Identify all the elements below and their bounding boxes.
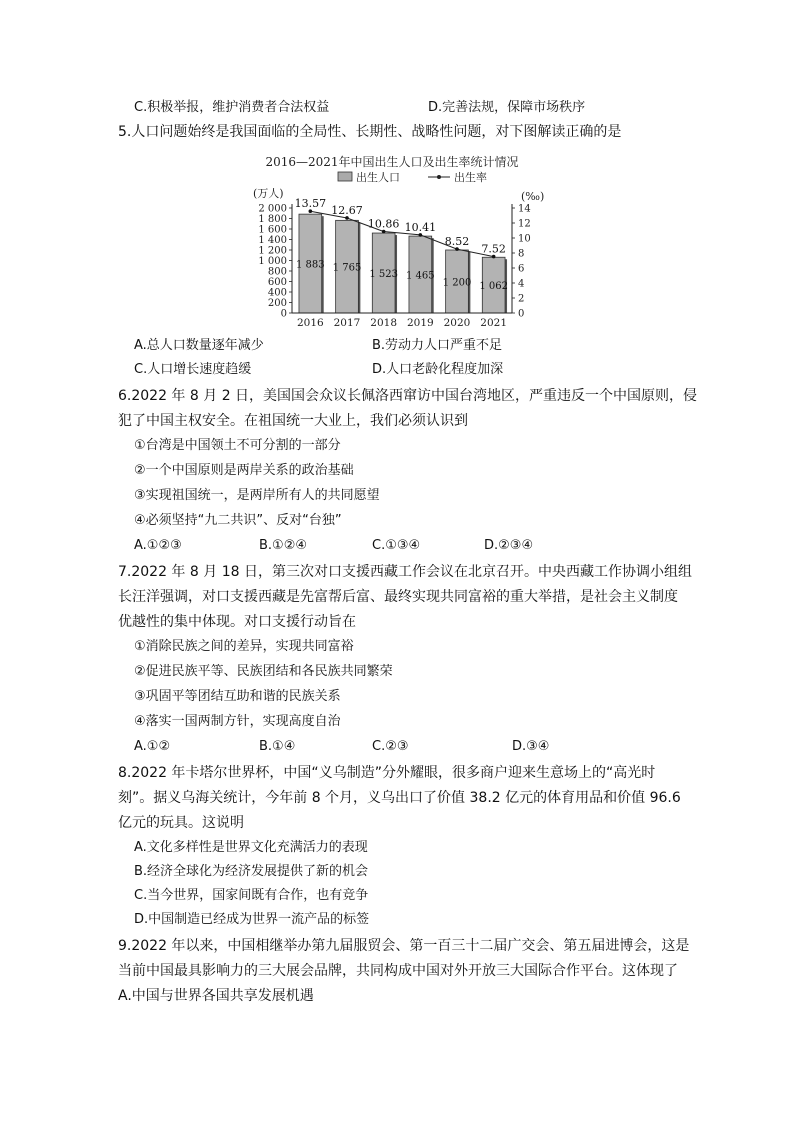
y-left-tick-label: 0 <box>280 308 287 320</box>
bar-value-label: 1 465 <box>406 270 435 282</box>
x-tick-label: 2020 <box>443 317 471 329</box>
legend-bar-swatch <box>338 172 352 181</box>
y-left-tick-label: 1 200 <box>258 245 287 257</box>
q8-option-a: A.文化多样性是世界文化充满活力的表现 <box>134 840 368 855</box>
y-left-tick-label: 200 <box>267 298 287 309</box>
q8-stem-line-3: 亿元的玩具。这说明 <box>118 815 244 831</box>
y-right-tick-label: 10 <box>518 233 531 245</box>
q7-option-c: C.②③ <box>372 739 409 754</box>
q7-statement-4: ④落实一国两制方针，实现高度自治 <box>134 714 341 729</box>
q8-stem-line-2: 刻”。据义乌海关统计，今年前 8 个月，义乌出口了价值 38.2 亿元的体育用品和价值 96.6 <box>118 790 681 806</box>
q6-option-d: D.②③④ <box>484 538 534 553</box>
x-tick-label: 2018 <box>370 317 398 329</box>
q6-statement-1: ①台湾是中国领土不可分割的一部分 <box>134 438 341 453</box>
q8-option-b: B.经济全球化为经济发展提供了新的机会 <box>134 864 369 879</box>
q9-option-a: A.中国与世界各国共享发展机遇 <box>118 988 314 1004</box>
bar-value-label: 1 523 <box>369 269 398 281</box>
q7-statement-3: ③巩固平等团结互助和谐的民族关系 <box>134 689 341 704</box>
q6-option-c: C.①③④ <box>372 538 421 553</box>
x-tick-label: 2016 <box>296 317 324 329</box>
q6-stem-line-2: 犯了中国主权安全。在祖国统一大业上，我们必须认识到 <box>118 413 468 429</box>
y-right-unit: (‰) <box>521 190 545 203</box>
legend-bar-label: 出生人口 <box>356 171 400 184</box>
rate-value-label: 13.57 <box>294 197 327 211</box>
y-left-tick-label: 1 000 <box>258 256 287 267</box>
q5-option-c: C.人口增长速度趋缓 <box>134 362 252 377</box>
q9-stem-line-2: 当前中国最具影响力的三大展会品牌，共同构成中国对外开放三大国际合作平台。这体现了 <box>118 963 678 979</box>
q8-option-c: C.当今世界，国家间既有合作，也有竞争 <box>134 888 369 903</box>
q7-option-b: B.①④ <box>259 739 296 754</box>
bar-value-label: 1 765 <box>332 262 362 274</box>
legend-line-marker <box>437 175 441 179</box>
y-left-tick-label: 2 000 <box>258 203 287 215</box>
y-left-tick-label: 800 <box>267 266 287 278</box>
y-left-unit: (万人) <box>253 187 284 200</box>
q6-stem-line-1: 6.2022 年 8 月 2 日，美国国会众议长佩洛西窜访中国台湾地区，严重违反一个中国原则，侵 <box>118 388 698 404</box>
chart-legend <box>338 170 487 184</box>
chart-title: 2016—2021年中国出生人口及出生率统计情况 <box>265 155 519 169</box>
q7-stem-line-2: 长汪洋强调，对口支援西藏是先富帮后富、最终实现共同富裕的重大举措，是社会主义制度 <box>118 589 678 605</box>
y-left-tick-label: 1 800 <box>258 214 287 225</box>
rate-value-label: 7.52 <box>481 242 506 256</box>
q4-option-d: D.完善法规，保障市场秩序 <box>428 100 586 115</box>
x-tick-label: 2017 <box>333 317 361 329</box>
y-right-tick-label: 2 <box>518 293 525 305</box>
y-left-tick-label: 600 <box>267 277 287 288</box>
y-left-tick-label: 1 400 <box>258 235 287 246</box>
rate-value-label: 10.41 <box>404 220 437 234</box>
q7-option-d: D.③④ <box>512 739 550 754</box>
x-tick-label: 2019 <box>406 317 434 329</box>
rate-value-label: 10.86 <box>367 217 400 231</box>
q7-statement-1: ①消除民族之间的差异，实现共同富裕 <box>134 639 354 654</box>
q7-stem-line-1: 7.2022 年 8 月 18 日，第三次对口支援西藏工作会议在北京召开。中央西藏工作协调小组组 <box>118 564 692 580</box>
legend-line-label: 出生率 <box>454 171 487 184</box>
q6-statement-4: ④必须坚持“九二共识”、反对“台独” <box>134 513 342 528</box>
y-left-tick-label: 1 600 <box>258 224 287 236</box>
q9-stem-line-1: 9.2022 年以来，中国相继举办第九届服贸会、第一百三十二届广交会、第五届进博会，这是 <box>118 938 690 954</box>
q5-option-d: D.人口老龄化程度加深 <box>372 362 504 377</box>
q4-option-c: C.积极举报，维护消费者合法权益 <box>134 100 330 115</box>
rate-value-label: 8.52 <box>444 235 470 249</box>
y-right-tick-label: 0 <box>518 308 525 320</box>
y-right-tick-label: 8 <box>518 248 525 260</box>
q8-option-d: D.中国制造已经成为世界一流产品的标签 <box>134 912 370 927</box>
q6-option-b: B.①②④ <box>259 538 308 553</box>
x-tick-label: 2021 <box>480 317 508 329</box>
q7-statement-2: ②促进民族平等、民族团结和各民族共同繁荣 <box>134 664 393 679</box>
q5-option-b: B.劳动力人口严重不足 <box>372 338 503 353</box>
q8-stem-line-1: 8.2022 年卡塔尔世界杯，中国“义乌制造”分外耀眼，很多商户迎来生意场上的“高光时 <box>118 765 656 781</box>
y-right-tick-label: 4 <box>518 278 525 290</box>
q5-stem: 5.人口问题始终是我国面临的全局性、长期性、战略性问题，对下图解读正确的是 <box>118 124 622 140</box>
q6-statement-3: ③实现祖国统一，是两岸所有人的共同愿望 <box>134 488 380 503</box>
bar-value-label: 1 200 <box>442 277 472 289</box>
bar-value-label: 1 062 <box>479 281 508 293</box>
q6-statement-2: ②一个中国原则是两岸关系的政治基础 <box>134 463 354 478</box>
y-right-tick-label: 12 <box>518 218 531 230</box>
q7-stem-line-3: 优越性的集中体现。对口支援行动旨在 <box>118 614 356 630</box>
q6-option-a: A.①②③ <box>134 538 182 553</box>
y-left-tick-label: 400 <box>267 287 287 299</box>
bar-value-label: 1 883 <box>296 259 325 271</box>
y-right-tick-label: 6 <box>518 263 525 275</box>
q5-option-a: A.总人口数量逐年减少 <box>134 338 264 353</box>
y-right-tick-label: 14 <box>518 203 531 215</box>
birth-chart <box>250 150 560 330</box>
q7-option-a: A.①② <box>134 739 171 754</box>
rate-value-label: 12.67 <box>331 203 363 217</box>
